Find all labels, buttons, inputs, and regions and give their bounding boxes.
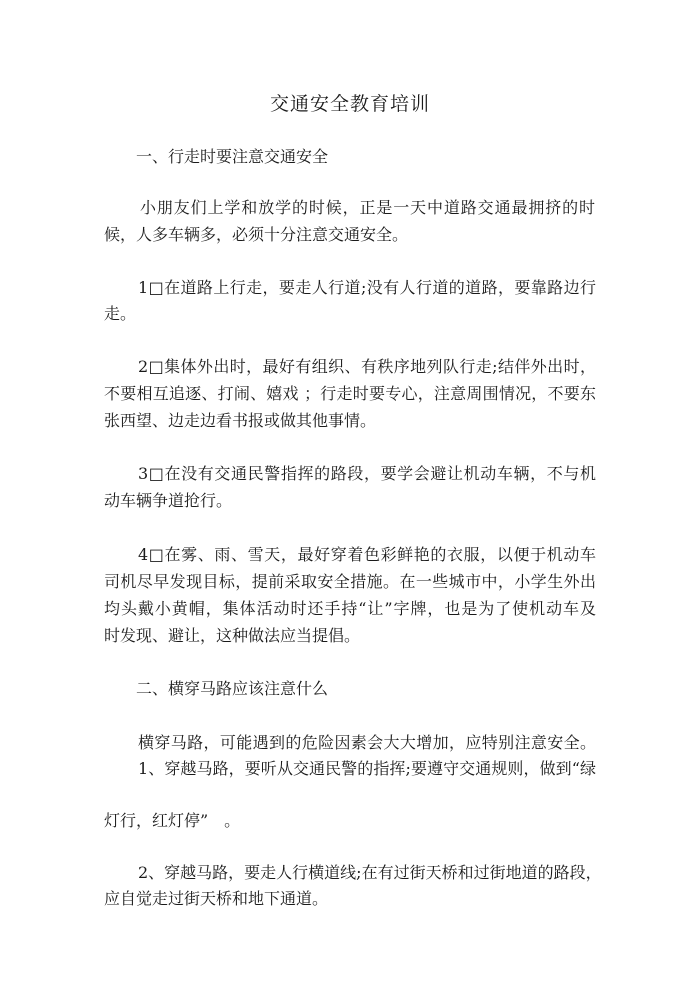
section-heading-1: 一、行走时要注意交通安全 [136,147,329,166]
paragraph-7-line-1: 灯行，红灯停” 。 [104,811,241,830]
paragraph-6-line-2: 1、穿越马路，要听从交通民警的指挥;要遵守交通规则，做到“绿 [138,759,596,778]
document-title: 交通安全教育培训 [269,93,430,115]
paragraph-3-line-2: 不要相互追逐、打闹、嬉戏 ；行走时要专心，注意周围情况，不要东 [104,384,596,403]
paragraph-1-line-1: 小朋友们上学和放学的时候，正是一天中道路交通最拥挤的时 [140,198,595,217]
paragraph-5-line-4: 时发现、避让，这种做法应当提倡。 [104,626,361,645]
paragraph-5-line-3: 均头戴小黄帽，集体活动时还手持“让”字牌，也是为了使机动车及 [104,599,596,618]
paragraph-5-line-1: 4□在雾、雨、雪天，最好穿着色彩鲜艳的衣服，以便于机动车 [138,545,596,564]
paragraph-3-line-3: 张西望、边走边看书报或做其他事情。 [104,411,377,430]
section-heading-2: 二、横穿马路应该注意什么 [136,679,329,698]
paragraph-8-line-2: 应自觉走过街天桥和地下通道。 [104,889,329,908]
paragraph-4-line-1: 3□在没有交通民警指挥的路段，要学会避让机动车辆，不与机 [138,464,596,483]
paragraph-3-line-1: 2□集体外出时，最好有组织、有秩序地列队行走;结伴外出时， [138,357,596,376]
paragraph-6-line-1: 横穿马路，可能遇到的危险因素会大大增加，应特别注意安全。 [138,733,596,752]
paragraph-8-line-1: 2、穿越马路，要走人行横道线;在有过街天桥和过街地道的路段， [138,863,602,882]
paragraph-1-line-2: 候，人多车辆多，必须十分注意交通安全。 [104,225,409,244]
paragraph-4-line-2: 动车辆争道抢行。 [104,491,233,510]
paragraph-2-line-2: 走。 [104,304,137,323]
paragraph-5-line-2: 司机尽早发现目标，提前采取安全措施。在一些城市中，小学生外出 [104,572,596,591]
paragraph-2-line-1: 1□在道路上行走，要走人行道;没有人行道的道路，要靠路边行 [138,278,596,297]
